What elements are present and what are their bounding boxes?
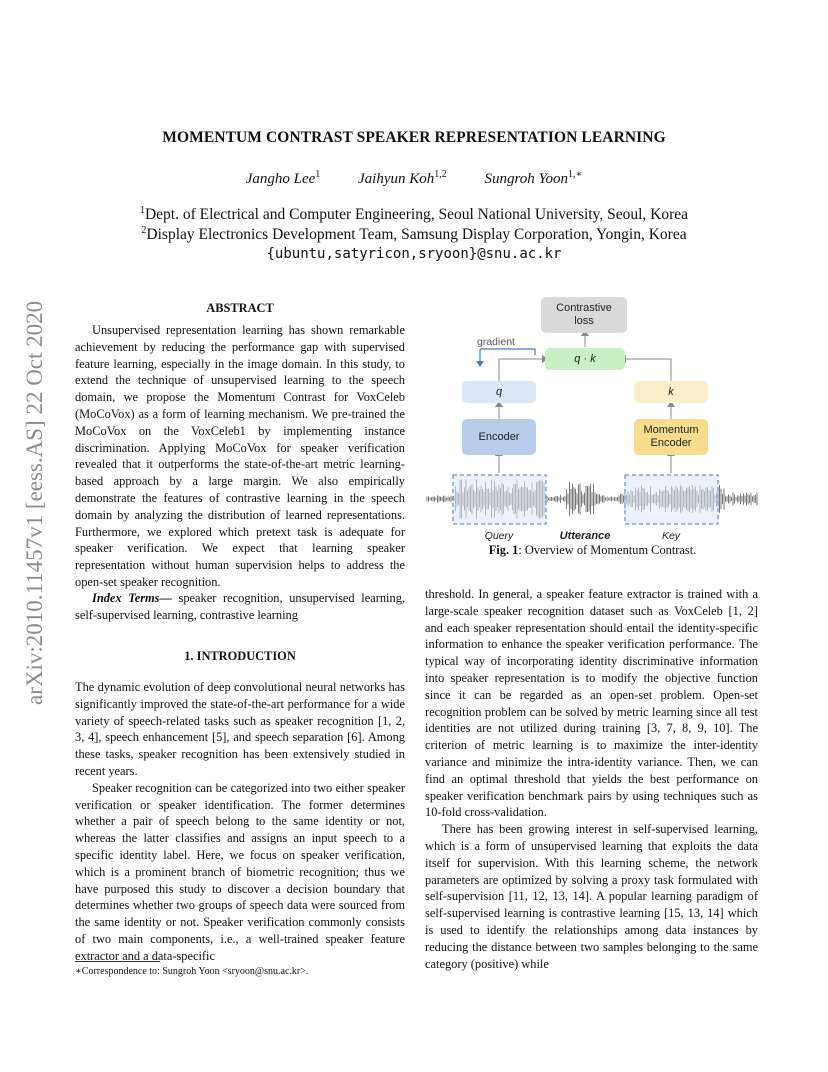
affiliation-1: $^1$Dept. of Electrical and Computer Engineering, Seoul National University, Seoul, Korea	[139, 205, 689, 224]
key-label: Key	[661, 530, 681, 542]
arxiv-identifier: arXiv:2010.11457v1 [eess.AS] 22 Oct 2020	[22, 300, 47, 705]
footnote-rule	[75, 961, 160, 962]
paper-title: MOMENTUM CONTRAST SPEAKER REPRESENTATION LEARNING	[162, 129, 666, 146]
gradient-arrowhead	[476, 361, 484, 367]
query-selection	[453, 475, 546, 524]
qk-box: q · k	[545, 348, 625, 370]
right-column-body	[425, 586, 758, 972]
index-terms	[75, 590, 405, 624]
affiliation-2: $^2$Display Electronics Development Team, Samsung Display Corporation, Yongin, Korea	[141, 225, 687, 244]
intro-paragraph-2: Speaker recognition can be categorized into two either speaker verification or speaker identification. The former determines whether a pair of speech belong to the same identity or not, whereas the latter classifies and assigns an input speech to a specific identity label. Here, we focus on speaker verification, which is a prominent branch of biometric recognition; thus we have purposed this study to discover a decision boundary that determines whether two groups of speech data were sourced from the same identity or not. Speaker verification commonly consists of two main components, i.e., a well-trained speaker feature extractor and a data-specific	[75, 780, 405, 963]
abstract-body	[75, 322, 405, 591]
contrastive-loss-box: Contrastive loss	[541, 297, 627, 333]
key-selection	[625, 475, 718, 524]
encoder-box: Encoder	[462, 419, 536, 455]
index-terms-label: Index Terms—	[92, 591, 172, 605]
figure-caption: Fig. 1: Overview of Momentum Contrast.	[488, 543, 697, 557]
abstract-heading: ABSTRACT	[206, 301, 274, 315]
right-paragraph-1: threshold. In general, a speaker feature extractor is trained with a large-scale speaker recognition dataset such as VoxCeleb [1, 2] and each speaker representation should entail the identity-specific information to enhance the speaker verification performance. The typical way of incorporating identity discriminative information into speaker representation is to modify the objective function since it can be regarded as an open-set problem. Open-set recognition problem can be solved by metric learning since all test identities are not utilized during training [3, 7, 8, 9, 10]. The criterion of metric learning is to maximize the inter-identity variance and minimize the intra-identity variance. Then, we can find an optimal threshold that yields the best performance on speaker verification benchmark pairs by using techniques such as 10-fold cross-validation.	[425, 587, 758, 820]
query-label: Query	[484, 530, 514, 542]
abstract-text: Unsupervised representation learning has shown remarkable achievement by reducing the performance gap with supervised feature learning, especially in the image domain. In this study, to extend the technique of unsupervised learning to the speech domain, we propose the Momentum Contrast for VoxCeleb (MoCoVox) as a form of learning mechanism. We pre-trained the MoCoVox on the VoxCeleb1 by implementing instance discrimination. Applying MoCoVox for speaker verification revealed that it outperforms the state-of-the-art metric learning-based approach by a large margin. We also empirically demonstrate the features of contrastive learning in the speech domain by analyzing the distribution of learned representations. Furthermore, we explored which pretext task is adequate for speaker verification. We expect that learning speaker representation without human supervision helps to address the open-set speaker recognition.	[75, 323, 405, 589]
author-emails: {ubuntu,satyricon,sryoon}@snu.ac.kr	[266, 246, 562, 262]
section-heading-introduction: 1. INTRODUCTION	[184, 649, 296, 663]
gradient-label: gradient	[477, 336, 515, 348]
index-terms-text: speaker recognition, unsupervised learning, self-supervised learning, contrastive learning	[75, 591, 405, 622]
footnote: ∗Correspondence to: Sungroh Yoon <sryoon@snu.ac.kr>.	[75, 966, 309, 977]
k-box: k	[634, 381, 708, 403]
gradient-line	[480, 349, 535, 355]
author-1: Jangho Lee$^1$	[245, 169, 321, 187]
right-paragraph-2: There has been growing interest in self-supervised learning, which is a form of unsupervised learning that exploits the data itself for supervision. With this learning scheme, the network parameters are optimized by solving a proxy task formulated with self-supervision [11, 12, 13, 14]. A popular learning paradigm of self-supervised learning is contrastive learning [15, 13, 14] which is used to identify the relationships among data instances by reducing the distance between two samples belonging to the same category (positive) while	[425, 822, 758, 971]
intro-paragraph-1: The dynamic evolution of deep convolutional neural networks has significantly improved the state-of-the-art performance for a wide variety of speech-related tasks such as speaker recognition [1, 2, 3, 4], speech enhancement [5], and speech separation [6]. Among these tasks, speaker recognition has been extensively studied in recent years.	[75, 680, 405, 778]
author-list	[0, 169, 828, 188]
q-box: q	[462, 381, 536, 403]
author-2: Jaihyun Koh$^{1,2}$	[358, 169, 447, 187]
utterance-label: Utterance	[559, 530, 611, 542]
intro-body	[75, 679, 405, 965]
momentum-encoder-box: Momentum Encoder	[634, 419, 708, 455]
figure-momentum-contrast	[425, 295, 760, 550]
author-3: Sungroh Yoon$^{1,∗}$	[484, 169, 583, 187]
